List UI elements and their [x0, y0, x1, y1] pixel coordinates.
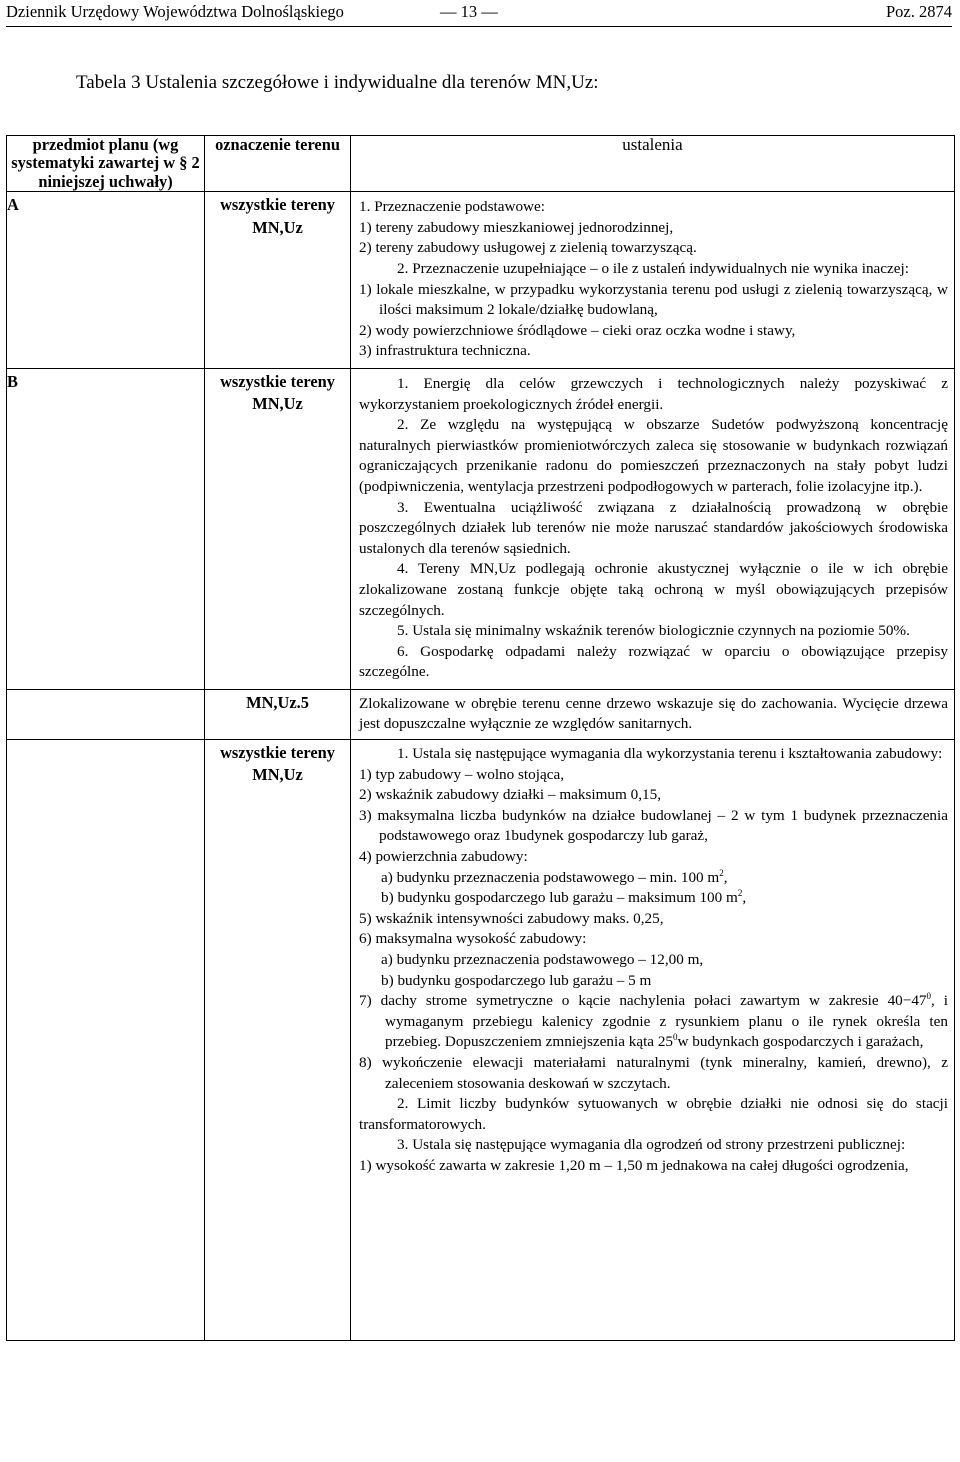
text: ,: [723, 868, 728, 886]
table-row: [7, 368, 955, 689]
header-regulations: ustalenia: [351, 136, 955, 192]
list-item: 2) wody powierzchniowe śródlądowe – cieki oraz oczka wodne i stawy,: [359, 321, 796, 339]
paragraph: 2. Przeznaczenie uzupełniające – o ile z ustaleń indywidualnych nie wynika inaczej:: [397, 260, 909, 277]
designation-cell: [205, 689, 351, 739]
header-subject: przedmiot planu (wg systematyki zawartej w § 2 niniejszej uchwały): [7, 136, 205, 192]
row-label-cell: [7, 740, 205, 1341]
row-label-cell: [7, 689, 205, 739]
row-label: B: [7, 371, 18, 391]
regulations-text: [351, 192, 954, 368]
list-item: 4) powierzchnia zabudowy:: [359, 848, 528, 866]
table-row: [7, 192, 955, 369]
text: a) budynku przeznaczenia podstawowego – min. 100 m: [381, 868, 720, 886]
position-number: Poz. 2874: [886, 2, 952, 21]
paragraph: Zlokalizowane w obrębie terenu cenne drzewo wskazuje się do zachowania. Wycięcie drzewa jest dopuszczalne wyłącznie ze względów sanitarnych.: [359, 694, 948, 733]
list-item: 1) typ zabudowy – wolno stojąca,: [359, 765, 564, 783]
list-subitem: [359, 888, 948, 909]
row-label: A: [7, 195, 19, 215]
paragraph: 4. Tereny MN,Uz podlegają ochronie akustycznej wyłącznie o ile w ich obrębie zlokalizowane zostaną funkcje objęte taką ochroną w myśl obowiązujących przepisów szczególnych.: [359, 560, 948, 619]
list-subitem: b) budynku gospodarczego lub garażu – 5 m: [381, 971, 652, 989]
designation-cell: [205, 368, 351, 689]
list-item: 1) tereny zabudowy mieszkaniowej jednorodzinnej,: [359, 218, 674, 236]
list-item: 2) tereny zabudowy usługowej z zielenią towarzyszącą.: [359, 239, 697, 257]
row-label-cell: [7, 368, 205, 689]
paragraph: 5. Ustala się minimalny wskaźnik terenów biologicznie czynnych na poziomie 50%.: [397, 622, 910, 640]
regulations-cell: [351, 368, 955, 689]
list-subitem: [359, 868, 948, 889]
text: , i wymaganym przebiegu kalenicy zgodnie z rysunkiem planu o ile rynek określa ten przebieg. Dopuszczeniem zmniejszenia kąta 25: [385, 992, 948, 1051]
header-designation: oznaczenie terenu: [205, 136, 351, 192]
regulations-text: [351, 369, 954, 689]
list-item: [359, 991, 948, 1053]
regulations-table: [6, 135, 955, 1341]
text: ,: [742, 889, 747, 907]
text: b) budynku gospodarczego lub garażu – maksimum 100 m: [381, 889, 738, 907]
list-item: 3) maksymalna liczba budynków na działce budowlanej – 2 w tym 1 budynek przeznaczenia podstawowego oraz 1budynek gospodarczy lub garaż,: [359, 806, 948, 845]
list-item: 6) maksymalna wysokość zabudowy:: [359, 930, 587, 948]
paragraph: 1. Energię dla celów grzewczych i technologicznych należy pozyskiwać z wykorzystaniem proekologicznych źródeł energii.: [359, 374, 948, 413]
regulations-text: [351, 740, 954, 1176]
paragraph: 1. Ustala się następujące wymagania dla wykorzystania terenu i kształtowania zabudowy:: [397, 745, 943, 763]
list-item: 1) lokale mieszkalne, w przypadku wykorzystania terenu pod usługi z zielenią towarzyszącą, w ilości maksimum 2 lokale/działkę budowlaną,: [359, 280, 948, 319]
designation-text: wszystkie tereny MN,Uz: [220, 195, 335, 237]
paragraph: 3. Ustala się następujące wymagania dla ogrodzeń od strony przestrzeni publicznej:: [397, 1136, 906, 1154]
list-item: 8) wykończenie elewacji materiałami naturalnymi (tynk mineralny, kamień, drewno), z zaleceniem stosowania deskowań w szczytach.: [359, 1053, 948, 1092]
superscript: 2: [719, 867, 724, 878]
paragraph: 6. Gospodarkę odpadami należy rozwiązać w oparciu o obowiązujące przepisy szczególne.: [359, 642, 948, 681]
superscript: 2: [737, 888, 743, 899]
designation-cell: [205, 740, 351, 1341]
regulations-cell: [351, 689, 955, 739]
designation-text: MN,Uz.5: [246, 692, 309, 712]
list-item: 2) wskaźnik zabudowy działki – maksimum 0,15,: [359, 786, 662, 804]
row-label-cell: [7, 192, 205, 369]
superscript: 0: [926, 991, 932, 1002]
regulations-cell: [351, 192, 955, 369]
designation-cell: [205, 192, 351, 369]
journal-name: Dziennik Urzędowy Województwa Dolnośląskiego: [6, 2, 344, 21]
table-row: [7, 740, 955, 1341]
list-item: 3) infrastruktura techniczna.: [359, 342, 531, 360]
regulations-text: [351, 690, 954, 739]
paragraph: 2. Ze względu na występującą w obszarze Sudetów podwyższoną koncentrację naturalnych pierwiastków promieniotwórczych zaleca się stosowanie w budynkach rozwiązań ograniczających przenikanie radonu do pomieszczeń przeznaczonych na stały pobyt ludzi (podpiwniczenia, wentylacja przestrzeni podpodłogowych w parterach, folie izolacyjne itp.).: [359, 416, 948, 495]
superscript: 0: [673, 1032, 678, 1043]
header-divider: [6, 26, 952, 27]
page-number: — 13 —: [440, 2, 498, 21]
designation-text: wszystkie tereny MN,Uz: [220, 743, 335, 785]
designation-text: wszystkie tereny MN,Uz: [220, 371, 335, 414]
paragraph: 3. Ewentualna uciążliwość związana z działalnością prowadzoną w obrębie poszczególnych działek lub terenów nie może naruszać standardów jakościowych środowiska ustalonych dla terenów sąsiednich.: [359, 498, 948, 557]
list-subitem: a) budynku przeznaczenia podstawowego – 12,00 m,: [381, 951, 704, 968]
list-item: 5) wskaźnik intensywności zabudowy maks. 0,25,: [359, 909, 664, 927]
table-title: Tabela 3 Ustalenia szczegółowe i indywidualne dla terenów MN,Uz:: [76, 72, 599, 93]
table-header-row: [7, 136, 955, 192]
paragraph: 1. Przeznaczenie podstawowe:: [359, 198, 545, 216]
text: w budynkach gospodarczych i garażach,: [677, 1033, 924, 1051]
list-item: 1) wysokość zawarta w zakresie 1,20 m – 1,50 m jednakowa na całej długości ogrodzenia,: [359, 1156, 909, 1174]
table-row: [7, 689, 955, 739]
paragraph: 2. Limit liczby budynków sytuowanych w obrębie działki nie odnosi się do stacji transformatorowych.: [359, 1095, 948, 1133]
text: 7) dachy strome symetryczne o kącie nachylenia połaci zawartym w zakresie 40−47: [359, 992, 927, 1010]
regulations-cell: [351, 740, 955, 1341]
